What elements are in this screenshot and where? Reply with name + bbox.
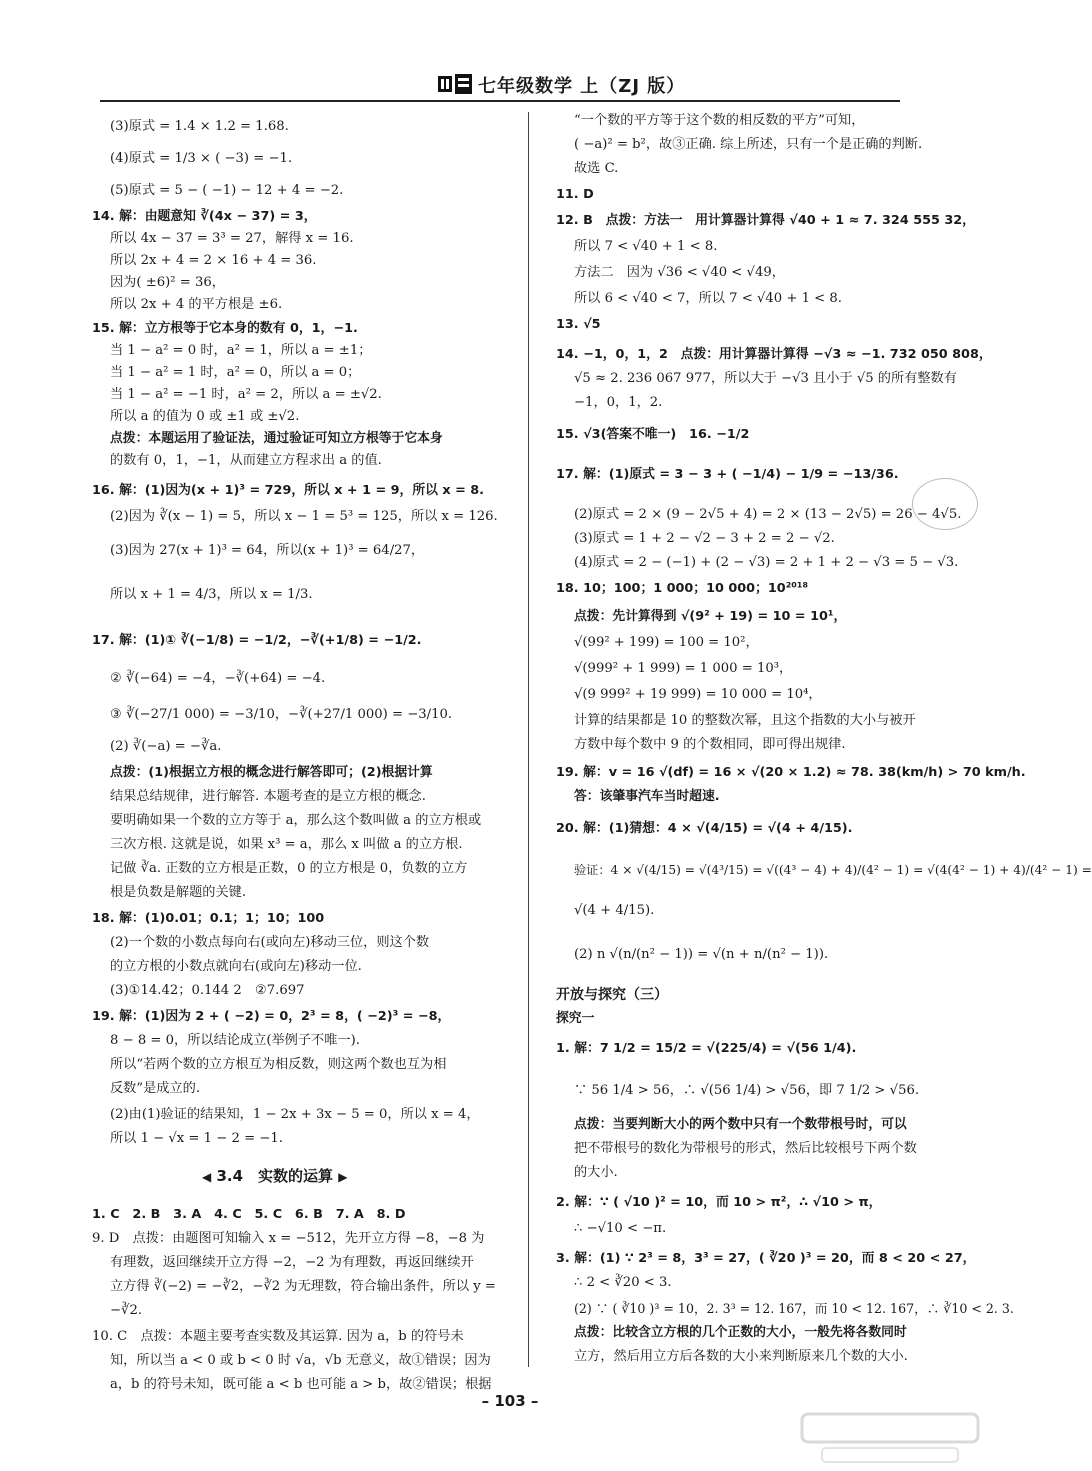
tip-line: 点拨：本题运用了验证法，通过验证可知立方根等于它本身 — [110, 431, 443, 446]
answer-line: 15. √3(答案不唯一) 16. −1/2 — [556, 427, 750, 442]
header-title: 七年级数学 上（ZJ 版） — [478, 76, 686, 97]
answer-line: 18. 解：(1)0.01；0.1；1；10；100 — [92, 911, 325, 926]
answer-line: 因为( ±6)² = 36， — [110, 275, 225, 290]
left-triangle-icon: ◀ — [202, 1170, 212, 1184]
answer-line: “一个数的平方等于这个数的相反数的平方”可知， — [574, 113, 865, 128]
stamp-icon — [912, 478, 978, 530]
answer-line: (3)原式 = 1 + 2 − √2 − 3 + 2 = 2 − √2. — [574, 531, 835, 546]
answer-line: 验证：4 × √(4/15) = √(4³/15) = √((4³ − 4) + 4)/(4² − 1) = √(4(4² − 1) + 4)/(4² − 1) = — [574, 863, 1092, 877]
answer-line: (2)因为 ∛(x − 1) = 5，所以 x − 1 = 5³ = 125，所以 x = 126. — [110, 509, 498, 524]
answer-line: (2) ∛(−a) = −∛a. — [110, 739, 222, 754]
page-number: – 103 – — [481, 1392, 539, 1410]
answer-line: 所以 2x + 4 = 2 × 16 + 4 = 36. — [110, 253, 317, 268]
answer-line: 所以 x + 1 = 4/3，所以 x = 1/3. — [110, 587, 313, 602]
answer-line: 9. D 点拨：由题图可知输入 x = −512，先开立方得 −8，−8 为 — [92, 1231, 485, 1246]
answer-line: 16. 解：(1)因为(x + 1)³ = 729，所以 x + 1 = 9，所以 x = 8. — [92, 483, 485, 498]
answer-line: 17. 解：(1)原式 = 3 − 3 + ( −1/4) − 1/9 = −13/36. — [556, 467, 899, 482]
answer-line: 1. C 2. B 3. A 4. C 5. C 6. B 7. A 8. D — [92, 1207, 406, 1222]
answer-line: ∴ −√10 < −π. — [574, 1221, 667, 1236]
answer-line: (4)原式 = 2 − (−1) + (2 − √3) = 2 + 1 + 2 − √3 = 5 − √3. — [574, 555, 959, 570]
answer-line: ( −a)² = b²，故③正确. 综上所述，只有一个是正确的判断. — [574, 137, 923, 152]
answer-line: 所以 1 − √x = 1 − 2 = −1. — [110, 1131, 283, 1146]
right-triangle-icon: ▶ — [338, 1170, 348, 1184]
answer-line: 所以 a 的值为 0 或 ±1 或 ±√2. — [110, 409, 300, 424]
answer-line: ∴ 2 < ∛20 < 3. — [574, 1275, 672, 1290]
answer-line: 当 1 − a² = −1 时，a² = 2，所以 a = ±√2. — [110, 387, 382, 402]
publisher-logo-icon — [438, 74, 472, 94]
header-rule — [100, 100, 900, 102]
answer-line: 19. 解：(1)因为 2 + ( −2) = 0，2³ = 8，( −2)³ = −8， — [92, 1009, 451, 1024]
answer-line: √5 ≈ 2. 236 067 977，所以大于 −√3 且小于 √5 的所有整数有 — [574, 371, 957, 386]
answer-line: 方法二 因为 √36 < √40 < √49， — [574, 265, 785, 280]
answer-line: ② ∛(−64) = −4，−∛(+64) = −4. — [110, 671, 326, 686]
answer-line: 故选 C. — [574, 161, 619, 176]
answer-line: 8 − 8 = 0，所以结论成立(举例子不唯一). — [110, 1033, 360, 1048]
column-divider — [528, 112, 529, 1367]
answer-line: 10. C 点拨：本题主要考查实数及其运算. 因为 a，b 的符号未 — [92, 1329, 464, 1344]
tip-line: 方数中每个数中 9 的个数相同，即可得出规律. — [574, 737, 846, 752]
answer-line: 当 1 − a² = 0 时，a² = 1，所以 a = ±1； — [110, 343, 372, 358]
answer-line: a，b 的符号未知，既可能 a < b 也可能 a > b，故②错误；根据 — [110, 1377, 492, 1392]
section-heading — [202, 1166, 348, 1187]
tip-line: 计算的结果都是 10 的整数次幂，且这个指数的大小与被开 — [574, 713, 916, 728]
tip-line: 的大小. — [574, 1165, 618, 1180]
answer-line: 14. −1，0，1，2 点拨：用计算器计算得 −√3 ≈ −1. 732 050 808， — [556, 347, 992, 362]
answer-line: −1，0，1，2. — [574, 395, 663, 410]
answer-line: 反数”是成立的. — [110, 1081, 201, 1096]
answer-line: 14. 解：由题意知 ∛(4x − 37) = 3， — [92, 209, 317, 224]
answer-line: (2) n √(n/(n² − 1)) = √(n + n/(n² − 1)). — [574, 947, 829, 962]
tip-line: √(99² + 199) = 100 = 10²， — [574, 635, 759, 650]
answer-line: 有理数，返回继续开立方得 −2，−2 为有理数，再返回继续开 — [110, 1255, 474, 1270]
answer-line: 17. 解：(1)① ∛(−1/8) = −1/2，−∛(+1/8) = −1/2. — [92, 633, 422, 648]
tip-line: 点拨：当要判断大小的两个数中只有一个数带根号时，可以 — [574, 1117, 907, 1132]
answer-line: 所以 7 < √40 + 1 < 8. — [574, 239, 718, 254]
answer-line: ③ ∛(−27/1 000) = −3/10，−∛(+27/1 000) = −3/10. — [110, 707, 453, 722]
tip-line: 结果总结规律，进行解答. 本题考查的是立方根的概念. — [110, 789, 426, 804]
answer-line: √(4 + 4/15). — [574, 903, 655, 918]
tip-line: √(999² + 1 999) = 1 000 = 10³， — [574, 661, 793, 676]
answer-line: 立方得 ∛(−2) = −∛2，−∛2 为无理数，符合输出条件，所以 y = — [110, 1279, 496, 1294]
answer-line: 15. 解：立方根等于它本身的数有 0，1，−1. — [92, 321, 358, 336]
answer-line: 所以 6 < √40 < 7，所以 7 < √40 + 1 < 8. — [574, 291, 842, 306]
answer-line: (4)原式 = 1/3 × ( −3) = −1. — [110, 151, 293, 166]
answer-line: 18. 10；100；1 000；10 000；10²⁰¹⁸ — [556, 581, 809, 596]
tip-line: 把不带根号的数化为带根号的形式，然后比较根号下两个数 — [574, 1141, 917, 1156]
answer-line: (2)原式 = 2 × (9 − 2√5 + 4) = 2 × (13 − 2√5) = 26 − 4√5. — [574, 507, 962, 522]
tip-line: 点拨：(1)根据立方根的概念进行解答即可；(2)根据计算 — [110, 765, 433, 780]
answer-line: 12. B 点拨：方法一 用计算器计算得 √40 + 1 ≈ 7. 324 555 32， — [556, 213, 975, 228]
answer-line: (2)由(1)验证的结果知，1 − 2x + 3x − 5 = 0，所以 x = 4， — [110, 1107, 480, 1122]
tip-line: 的数有 0，1，−1，从而建立方程求出 a 的值. — [110, 453, 382, 468]
answer-line: 1. 解：7 1/2 = 15/2 = √(225/4) = √(56 1/4). — [556, 1041, 857, 1056]
answer-line: 20. 解：(1)猜想：4 × √(4/15) = √(4 + 4/15). — [556, 821, 853, 836]
tip-line: 点拨：先计算得到 √(9² + 19) = 10 = 10¹， — [574, 609, 847, 624]
answer-line: 答：该肇事汽车当时超速. — [574, 789, 720, 804]
answer-line: 所以 2x + 4 的平方根是 ±6. — [110, 297, 283, 312]
tip-line: 根是负数是解题的关键. — [110, 885, 247, 900]
answer-line: 19. 解：v = 16 √(df) = 16 × √(20 × 1.2) ≈ 78. 38(km/h) > 70 km/h. — [556, 765, 1026, 780]
answer-line: 13. √5 — [556, 317, 601, 332]
section-title: 3.4 实数的运算 — [216, 1167, 334, 1185]
tip-line: 记做 ∛a. 正数的立方根是正数，0 的立方根是 0，负数的立方 — [110, 861, 468, 876]
answer-line: 2. 解：∵ ( √10 )² = 10，而 10 > π²，∴ √10 > π， — [556, 1195, 882, 1210]
subsection-label: 探究一 — [556, 1011, 595, 1026]
tip-line: 点拨：比较含立方根的几个正数的大小，一般先将各数同时 — [574, 1325, 907, 1340]
answer-line: 3. 解：(1) ∵ 2³ = 8，3³ = 27，( ∛20 )³ = 20，而 8 < 20 < 27， — [556, 1251, 976, 1266]
answer-line: (5)原式 = 5 − ( −1) − 12 + 4 = −2. — [110, 183, 344, 198]
answer-line: (3)因为 27(x + 1)³ = 64，所以(x + 1)³ = 64/27， — [110, 543, 425, 558]
subsection-title: 开放与探究（三） — [556, 987, 668, 1003]
answer-line: 当 1 − a² = 1 时，a² = 0，所以 a = 0； — [110, 365, 361, 380]
answer-line: ∵ 56 1/4 > 56，∴ √(56 1/4) > √56，即 7 1/2 > √56. — [574, 1083, 920, 1098]
page-header — [100, 66, 900, 102]
answer-line: (2)一个数的小数点每向右(或向左)移动三位，则这个数 — [110, 935, 430, 950]
tip-line: 立方，然后用立方后各数的大小来判断原来几个数的大小. — [574, 1349, 908, 1364]
tip-line: 三次方根. 这就是说，如果 x³ = a，那么 x 叫做 a 的立方根. — [110, 837, 463, 852]
answer-line: 11. D — [556, 187, 594, 202]
answer-line: 的立方根的小数点就向右(或向左)移动一位. — [110, 959, 362, 974]
answer-line: −∛2. — [110, 1303, 143, 1318]
answer-line: (3)①14.42；0.144 2 ②7.697 — [110, 983, 305, 998]
answer-line: (3)原式 = 1.4 × 1.2 = 1.68. — [110, 119, 289, 134]
answer-line: 知，所以当 a < 0 或 b < 0 时 √a，√b 无意义，故①错误；因为 — [110, 1353, 491, 1368]
answer-line: 所以 4x − 37 = 3³ = 27，解得 x = 16. — [110, 231, 354, 246]
tip-line: √(9 999² + 19 999) = 10 000 = 10⁴， — [574, 687, 822, 702]
answer-line: 所以“若两个数的立方根互为相反数，则这两个数也互为相 — [110, 1057, 447, 1072]
watermark-logo-icon — [800, 1410, 980, 1466]
answer-line: (2) ∵ ( ∛10 )³ = 10，2. 3³ = 12. 167，而 10 < 12. 167，∴ ∛10 < 2. 3. — [574, 1301, 1014, 1316]
tip-line: 要明确如果一个数的立方等于 a，那么这个数叫做 a 的立方根或 — [110, 813, 482, 828]
